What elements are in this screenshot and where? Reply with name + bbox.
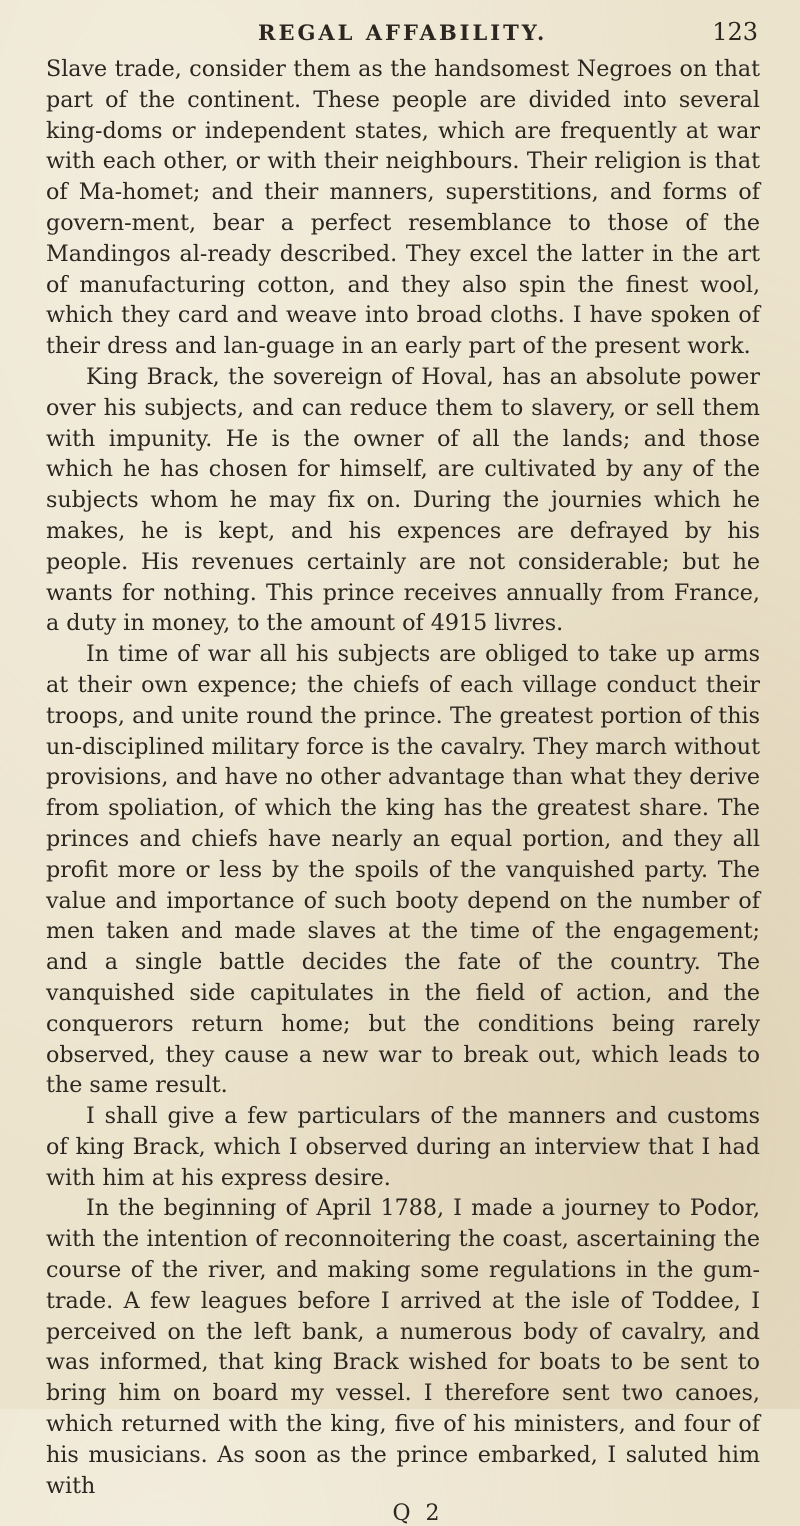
body-text xyxy=(46,54,760,1501)
running-head xyxy=(46,14,760,54)
page-number: 123 xyxy=(712,18,758,46)
paragraph-3: In time of war all his subjects are obliged to take up arms at their own expence; the chiefs of each village conduct their troops, and unite round the prince. The greatest portion of this un-disciplined military force is the cavalry. They march without provisions, and have no other advantage than what they derive from spoliation, of which the king has the greatest share. The princes and chiefs have nearly an equal portion, and they all profit more or less by the spoils of the vanquished party. The value and importance of such booty depend on the number of men taken and made slaves at the time of the engagement; and a single battle decides the fate of the country. The vanquished side capitulates in the field of action, and the conquerors return home; but the conditions being rarely observed, they cause a new war to break out, which leads to the same result. xyxy=(46,641,760,1099)
paragraph-4: I shall give a few particulars of the manners and customs of king Brack, which I observed during an interview that I had with him at his express desire. xyxy=(46,1103,760,1191)
paragraph-5: In the beginning of April 1788, I made a journey to Podor, with the intention of reconnoitering the coast, ascertaining the course of the river, and making some regulations in the gum-trade. A few leagues before I arrived at the isle of Toddee, I perceived on the left bank, a numerous body of cavalry, and was informed, that king Brack wished for boats to be sent to bring him on board my vessel. I therefore sent two canoes, which returned with the king, five of his ministers, and four of his musicians. As soon as the prince embarked, I saluted him with xyxy=(46,1195,760,1499)
paragraph-2: King Brack, the sovereign of Hoval, has an absolute power over his subjects, and can reduce them to slavery, or sell them with impunity. He is the owner of all the lands; and those which he has chosen for himself, are cultivated by any of the subjects whom he may fix on. During the journies which he makes, he is kept, and his expences are defrayed by his people. His revenues certainly are not considerable; but he wants for nothing. This prince receives annually from France, a duty in money, to the amount of 4915 livres. xyxy=(46,363,760,637)
paragraph-1: Slave trade, consider them as the handsomest Negroes on that part of the continent. These people are divided into several king-doms or independent states, which are frequently at war with each other, or with their neighbours. Their religion is that of Ma-homet; and their manners, superstitions, and forms of govern-ment, bear a perfect resemblance to those of the Mandingos al-ready described. They excel the latter in the art of manufacturing cotton, and they also spin the finest wool, which they card and weave into broad cloths. I have spoken of their dress and lan-guage in an early part of the present work. xyxy=(46,56,760,360)
signature-mark: Q 2 xyxy=(392,1501,444,1526)
running-title: REGAL AFFABILITY. xyxy=(258,20,548,45)
